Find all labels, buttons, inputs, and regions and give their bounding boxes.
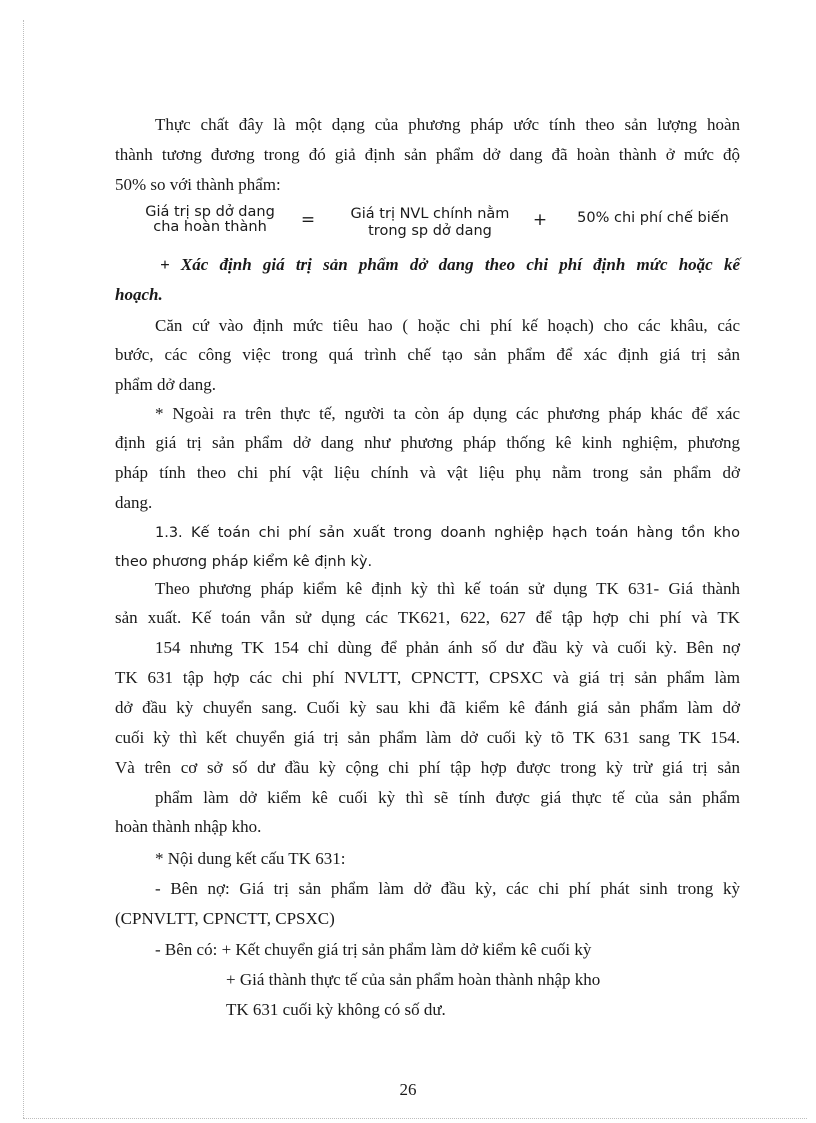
section-heading: theo phương pháp kiểm kê định kỳ. bbox=[115, 554, 373, 570]
page-border-bottom bbox=[23, 1118, 807, 1119]
text-line: TK 631 tập hợp các chi phí NVLTT, CPNCTT, CPSXC và giá trị sản phẩm làm bbox=[115, 668, 740, 687]
page-border-left bbox=[23, 20, 24, 1118]
formula-left-line1: Giá trị sp dở dang bbox=[145, 204, 275, 220]
text-line: thành tương đương trong đó giả định sản phẩm dở dang đã hoàn thành ở mức độ bbox=[115, 145, 740, 164]
subheading: + Xác định giá trị sản phẩm dở dang theo chi phí định mức hoặc kế bbox=[160, 255, 740, 274]
text-line: sản xuất. Kế toán vẫn sử dụng các TK621, 622, 627 để tập hợp chi phí và TK bbox=[115, 608, 740, 627]
text-line: - Bên có: + Kết chuyển giá trị sản phẩm làm dở kiểm kê cuối kỳ bbox=[155, 940, 592, 959]
text-line: Theo phương pháp kiểm kê định kỳ thì kế toán sử dụng TK 631- Giá thành bbox=[155, 579, 740, 598]
text-line: Thực chất đây là một dạng của phương pháp ước tính theo sản lượng hoàn bbox=[155, 115, 740, 134]
page-number: 26 bbox=[399, 1080, 417, 1099]
formula-left-line2: cha hoàn thành bbox=[153, 219, 267, 235]
text-line: pháp tính theo chi phí vật liệu chính và vật liệu phụ nằm trong sản phẩm dở bbox=[115, 463, 740, 482]
text-line: * Nội dung kết cấu TK 631: bbox=[155, 849, 346, 868]
text-line: dang. bbox=[115, 493, 153, 512]
text-line: Và trên cơ sở số dư đầu kỳ cộng chi phí tập hợp được trong kỳ trừ giá trị sản bbox=[115, 758, 740, 777]
formula-equals: = bbox=[300, 210, 316, 230]
text-line: dở đầu kỳ chuyển sang. Cuối kỳ sau khi đã kiểm kê đánh giá sản phẩm làm dở bbox=[115, 698, 740, 717]
text-line: định giá trị sản phẩm dở dang như phương pháp thống kê kinh nghiệm, phương bbox=[115, 433, 740, 452]
text-line: phẩm dở dang. bbox=[115, 375, 217, 394]
subheading: hoạch. bbox=[115, 285, 163, 304]
text-line: cuối kỳ thì kết chuyển giá trị sản phẩm làm dở cuối kỳ tõ TK 631 sang TK 154. bbox=[115, 728, 740, 747]
text-line: Căn cứ vào định mức tiêu hao ( hoặc chi phí kế hoạch) cho các khâu, các bbox=[155, 316, 740, 335]
section-heading: 1.3. Kế toán chi phí sản xuất trong doanh nghiệp hạch toán hàng tồn kho bbox=[155, 525, 740, 541]
text-line: bước, các công việc trong quá trình chế tạo sản phẩm để xác định giá trị sản bbox=[115, 345, 740, 364]
text-line: (CPNVLTT, CPNCTT, CPSXC) bbox=[115, 909, 335, 928]
text-line: * Ngoài ra trên thực tế, người ta còn áp dụng các phương pháp khác để xác bbox=[155, 404, 740, 423]
text-line: - Bên nợ: Giá trị sản phẩm làm dở đầu kỳ, các chi phí phát sinh trong kỳ bbox=[155, 879, 740, 898]
text-line: 154 nhưng TK 154 chỉ dùng để phản ánh số dư đầu kỳ và cuối kỳ. Bên nợ bbox=[155, 638, 740, 657]
text-line: TK 631 cuối kỳ không có số dư. bbox=[226, 1000, 446, 1019]
text-line: hoàn thành nhập kho. bbox=[115, 817, 262, 836]
text-line: 50% so với thành phẩm: bbox=[115, 175, 281, 194]
formula-plus: + bbox=[532, 210, 548, 230]
formula-right: 50% chi phí chế biến bbox=[577, 210, 729, 226]
text-line: + Giá thành thực tế của sản phẩm hoàn thành nhập kho bbox=[226, 970, 601, 989]
text-line: phẩm làm dở kiểm kê cuối kỳ thì sẽ tính được giá thực tế của sản phẩm bbox=[155, 788, 740, 807]
formula-mid-line1: Giá trị NVL chính nằm bbox=[350, 206, 510, 222]
formula-mid-line2: trong sp dở dang bbox=[368, 223, 492, 239]
